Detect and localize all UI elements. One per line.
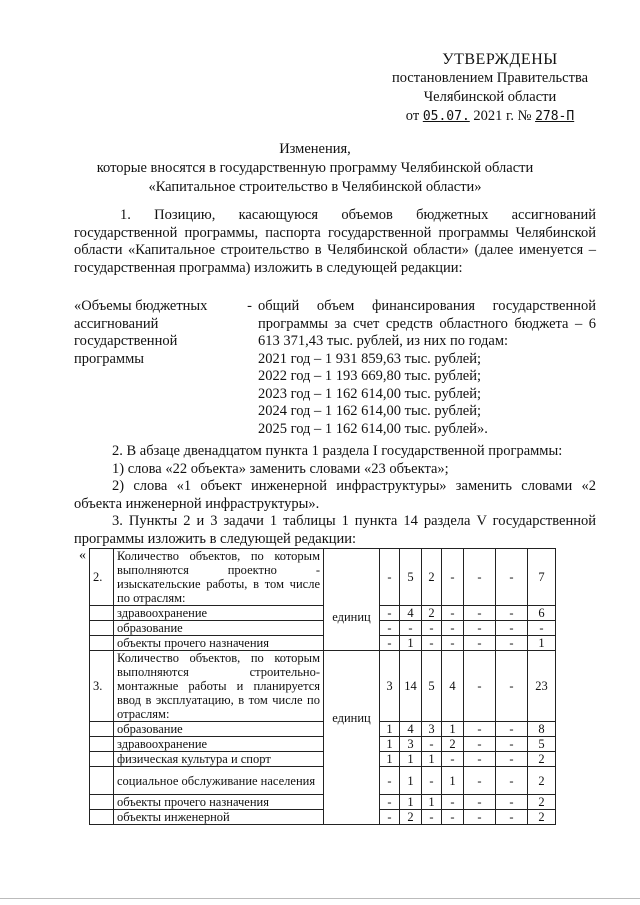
- value-cell: -: [380, 810, 400, 825]
- row-description: Количество объектов, по которым выполняются проектно - изыскательские работы, в том числе по отраслям:: [114, 549, 324, 606]
- value-cell: 4: [400, 722, 422, 737]
- row-number: [90, 810, 114, 825]
- value-cell: -: [464, 752, 496, 767]
- value-cell: -: [464, 810, 496, 825]
- value-cell: -: [464, 636, 496, 651]
- value-cell: 2: [442, 737, 464, 752]
- row-number: [90, 621, 114, 636]
- paragraph-2-block: [74, 443, 596, 548]
- value-cell: -: [464, 549, 496, 606]
- decree-number: 278-П: [535, 109, 575, 124]
- value-cell: -: [442, 621, 464, 636]
- date-prefix: от: [405, 108, 420, 124]
- value-cell: 2: [400, 810, 422, 825]
- value-cell: 1: [442, 767, 464, 795]
- row-description: объекты инженерной: [114, 810, 324, 825]
- unit-cell: единиц: [324, 549, 380, 651]
- value-cell: 4: [442, 651, 464, 722]
- table-row: [90, 549, 556, 606]
- row-description: объекты прочего назначения: [114, 795, 324, 810]
- unit-cell: единиц: [324, 651, 380, 825]
- approval-date-line: [360, 107, 620, 126]
- row-description: здравоохранение: [114, 606, 324, 621]
- value-cell: -: [464, 795, 496, 810]
- value-cell: -: [496, 606, 528, 621]
- value-cell: -: [464, 737, 496, 752]
- document-headings: [60, 140, 570, 197]
- row-description: Количество объектов, по которым выполняются строительно-монтажные работы и планируется ввод в эксплуатацию, в том числе по отраслям:: [114, 651, 324, 722]
- row-number: [90, 767, 114, 795]
- value-cell: -: [464, 722, 496, 737]
- row-number: 3.: [90, 651, 114, 722]
- allocation-year-2023: 2023 год – 1 162 614,00 тыс. рублей;: [258, 385, 482, 402]
- value-cell: 1: [400, 767, 422, 795]
- table-row: [90, 767, 556, 795]
- approval-block: [360, 50, 620, 126]
- value-cell: -: [464, 606, 496, 621]
- allocation-year-2022: 2022 год – 1 193 669,80 тыс. рублей;: [258, 368, 482, 384]
- page-edge-divider: [0, 898, 640, 899]
- approved-title: УТВЕРЖДЕНЫ: [442, 51, 558, 68]
- value-cell: 8: [528, 722, 556, 737]
- value-cell: 5: [422, 651, 442, 722]
- value-cell: -: [380, 636, 400, 651]
- value-cell: -: [496, 795, 528, 810]
- paragraph-2-item-2: 2) слова «1 объект инженерной инфраструктуры» заменить словами «2 объекта инженерной инфраструктуры».: [74, 478, 596, 512]
- value-cell: 1: [400, 636, 422, 651]
- date-value: 05.07.: [422, 109, 470, 124]
- paragraph-1: 1. Позицию, касающуюся объемов бюджетных ассигнований государственной программы, паспорта государственной программы Челябинской области «Капитальное строительство в Челябинской области» (далее именуется – государственная программа) изложить в следующей редакции:: [74, 207, 596, 276]
- value-cell: 1: [380, 737, 400, 752]
- allocation-label: [74, 298, 252, 368]
- paragraph-2: 2. В абзаце двенадцатом пункта 1 раздела I государственной программы:: [112, 443, 563, 459]
- table-row: [90, 606, 556, 621]
- value-cell: 3: [422, 722, 442, 737]
- value-cell: 3: [380, 651, 400, 722]
- row-number: [90, 636, 114, 651]
- value-cell: 2: [528, 752, 556, 767]
- value-cell: 1: [422, 752, 442, 767]
- value-cell: -: [442, 636, 464, 651]
- value-cell: -: [422, 810, 442, 825]
- value-cell: -: [528, 621, 556, 636]
- value-cell: -: [422, 636, 442, 651]
- table-row: [90, 636, 556, 651]
- allocation-year-2024: 2024 год – 1 162 614,00 тыс. рублей;: [258, 403, 482, 419]
- allocation-value: [258, 298, 596, 438]
- paragraph-3: 3. Пункты 2 и 3 задачи 1 таблицы 1 пункта 14 раздела V государственной программы изложить в следующей редакции:: [74, 513, 596, 547]
- row-description: объекты прочего назначения: [114, 636, 324, 651]
- value-cell: 5: [528, 737, 556, 752]
- value-cell: -: [464, 767, 496, 795]
- row-number: [90, 752, 114, 767]
- value-cell: -: [422, 621, 442, 636]
- indicators-table: [89, 548, 556, 825]
- allocation-total: общий объем финансирования государственной программы за счет средств областного бюджета – 6 613 371,43 тыс. рублей, из них по годам:: [258, 298, 596, 349]
- value-cell: 2: [422, 549, 442, 606]
- allocation-year-2021: 2021 год – 1 931 859,63 тыс. рублей;: [258, 350, 482, 367]
- allocation-year-2025: 2025 год – 1 162 614,00 тыс. рублей».: [258, 420, 488, 437]
- allocation-label-start: «Объемы бюджетных: [74, 298, 208, 314]
- table-row: [90, 810, 556, 825]
- row-description: образование: [114, 722, 324, 737]
- table-row: [90, 795, 556, 810]
- value-cell: -: [380, 606, 400, 621]
- row-number: [90, 737, 114, 752]
- row-description: социальное обслуживание населения: [114, 767, 324, 795]
- row-description: физическая культура и спорт: [114, 752, 324, 767]
- value-cell: 6: [528, 606, 556, 621]
- value-cell: -: [496, 737, 528, 752]
- table-row: [90, 621, 556, 636]
- value-cell: 2: [528, 795, 556, 810]
- table-row: [90, 651, 556, 722]
- row-description: здравоохранение: [114, 737, 324, 752]
- value-cell: -: [380, 767, 400, 795]
- table-open-quote: «: [79, 548, 86, 563]
- value-cell: -: [496, 636, 528, 651]
- value-cell: -: [380, 795, 400, 810]
- value-cell: 1: [380, 722, 400, 737]
- value-cell: -: [442, 549, 464, 606]
- row-number: [90, 795, 114, 810]
- value-cell: 14: [400, 651, 422, 722]
- value-cell: 2: [528, 767, 556, 795]
- value-cell: -: [380, 621, 400, 636]
- value-cell: 3: [400, 737, 422, 752]
- year-number-label: 2021 г. №: [473, 108, 532, 124]
- allocation-label-line1: [74, 298, 252, 316]
- value-cell: 1: [422, 795, 442, 810]
- row-number: [90, 606, 114, 621]
- value-cell: 4: [400, 606, 422, 621]
- heading-changes: Изменения,: [279, 141, 351, 157]
- value-cell: 1: [380, 752, 400, 767]
- value-cell: -: [422, 767, 442, 795]
- heading-subtitle: которые вносятся в государственную программу Челябинской области: [96, 160, 534, 176]
- heading-program-name: «Капитальное строительство в Челябинской области»: [148, 179, 482, 195]
- value-cell: 1: [528, 636, 556, 651]
- value-cell: -: [496, 752, 528, 767]
- value-cell: -: [464, 651, 496, 722]
- value-cell: -: [442, 752, 464, 767]
- value-cell: 1: [400, 795, 422, 810]
- value-cell: 1: [400, 752, 422, 767]
- allocation-label-rest: ассигнований государственной программы: [74, 315, 178, 367]
- row-description: образование: [114, 621, 324, 636]
- value-cell: -: [496, 621, 528, 636]
- value-cell: 7: [528, 549, 556, 606]
- value-cell: -: [496, 810, 528, 825]
- value-cell: 5: [400, 549, 422, 606]
- row-number: [90, 722, 114, 737]
- value-cell: -: [496, 722, 528, 737]
- table-row: [90, 737, 556, 752]
- table-row: [90, 722, 556, 737]
- value-cell: 2: [528, 810, 556, 825]
- approval-line-2: постановлением Правительства: [391, 70, 589, 86]
- value-cell: -: [442, 606, 464, 621]
- allocation-label-dash: -: [247, 298, 252, 314]
- value-cell: -: [496, 767, 528, 795]
- value-cell: -: [496, 651, 528, 722]
- value-cell: 1: [442, 722, 464, 737]
- value-cell: -: [400, 621, 422, 636]
- value-cell: -: [380, 549, 400, 606]
- value-cell: 23: [528, 651, 556, 722]
- row-number: 2.: [90, 549, 114, 606]
- value-cell: -: [442, 795, 464, 810]
- value-cell: -: [442, 810, 464, 825]
- paragraph-2-item-1: 1) слова «22 объекта» заменить словами «23 объекта»;: [112, 460, 449, 477]
- value-cell: -: [496, 549, 528, 606]
- value-cell: 2: [422, 606, 442, 621]
- table-row: [90, 752, 556, 767]
- value-cell: -: [422, 737, 442, 752]
- value-cell: -: [464, 621, 496, 636]
- approval-line-3: Челябинской области: [423, 89, 557, 105]
